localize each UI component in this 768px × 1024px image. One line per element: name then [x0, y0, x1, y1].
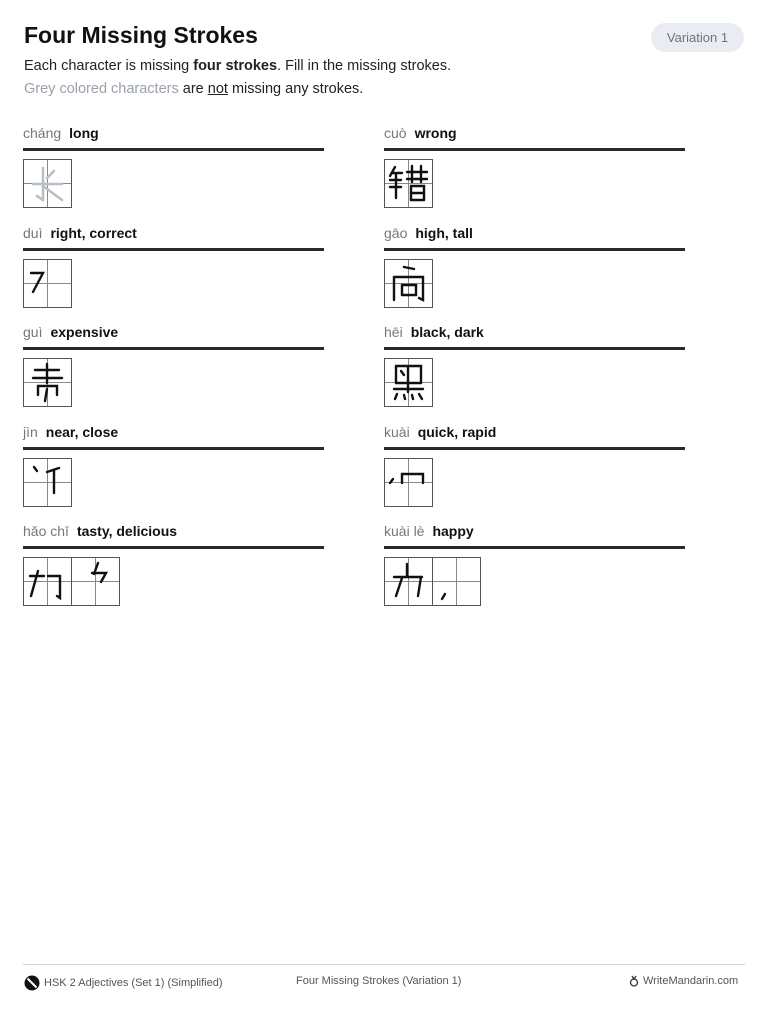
instruction-text: Each character is missing: [24, 58, 194, 74]
pinyin: gāo: [384, 225, 408, 241]
pinyin: duì: [23, 225, 43, 241]
divider: [384, 546, 685, 549]
meaning: high, tall: [415, 225, 473, 241]
pinyin: cháng: [23, 125, 62, 141]
instruction-bold: four strokes: [193, 58, 278, 74]
character-glyph: [433, 558, 480, 605]
meaning: long: [69, 125, 99, 141]
meaning: expensive: [50, 324, 119, 340]
writing-box[interactable]: [384, 159, 433, 208]
instruction-grey-text: Grey colored characters: [24, 81, 179, 97]
pinyin: kuài lè: [384, 523, 425, 539]
character-glyph: [385, 558, 432, 605]
vocab-entry: [384, 522, 685, 606]
pinyin: jìn: [23, 424, 38, 440]
variation-badge: Variation 1: [651, 23, 744, 52]
vocab-entry: [384, 124, 685, 208]
writing-box[interactable]: [23, 358, 72, 407]
meaning: happy: [432, 523, 474, 539]
vocab-entry: [23, 124, 324, 208]
character-glyph: [24, 160, 71, 207]
meaning: wrong: [414, 125, 457, 141]
writing-box[interactable]: [23, 159, 72, 208]
divider: [23, 546, 324, 549]
page-title: Four Missing Strokes: [24, 22, 258, 48]
divider: [384, 447, 685, 450]
writing-box[interactable]: [384, 557, 433, 606]
pinyin: kuài: [384, 424, 410, 440]
writing-box[interactable]: [23, 557, 72, 606]
meaning: black, dark: [410, 324, 484, 340]
footer-left-text: HSK 2 Adjectives (Set 1) (Simplified): [44, 976, 223, 989]
meaning: near, close: [45, 424, 119, 440]
divider: [23, 447, 324, 450]
instruction-text: are: [178, 81, 208, 97]
writing-box[interactable]: [384, 259, 433, 308]
character-glyph: [385, 359, 432, 406]
character-glyph: [24, 260, 71, 307]
footer-divider: [23, 964, 745, 965]
footer-right: [629, 975, 738, 987]
instruction-underlined: not: [207, 81, 228, 97]
writing-box[interactable]: [384, 358, 433, 407]
pinyin: cuò: [384, 125, 407, 141]
footer-center: Four Missing Strokes (Variation 1): [296, 975, 462, 987]
meaning: quick, rapid: [417, 424, 497, 440]
character-glyph: [385, 160, 432, 207]
no-entry-icon: [24, 975, 40, 991]
writing-box[interactable]: [433, 557, 481, 606]
pinyin: hǎo chī: [23, 523, 69, 539]
vocab-entry: [23, 522, 324, 606]
meaning: right, correct: [50, 225, 137, 241]
pinyin: hēi: [384, 324, 403, 340]
character-glyph: [385, 260, 432, 307]
character-glyph: [24, 558, 71, 605]
footer-left: [24, 975, 223, 991]
writing-box[interactable]: [23, 259, 72, 308]
vocab-entry: [384, 423, 685, 507]
writing-box[interactable]: [23, 458, 72, 507]
vocab-entry: [23, 423, 324, 507]
instruction-text: . Fill in the missing strokes.: [277, 58, 452, 74]
divider: [384, 148, 685, 151]
pinyin: guì: [23, 324, 43, 340]
instruction-text: missing any strokes.: [227, 81, 364, 97]
divider: [23, 347, 324, 350]
divider: [23, 148, 324, 151]
vocab-entry: [384, 323, 685, 407]
instruction-line-1: [24, 58, 451, 74]
character-glyph: [24, 359, 71, 406]
vocab-entry: [23, 323, 324, 407]
divider: [23, 248, 324, 251]
character-glyph: [24, 459, 71, 506]
vocab-entry: [23, 224, 324, 308]
divider: [384, 347, 685, 350]
divider: [384, 248, 685, 251]
vocab-entry: [384, 224, 685, 308]
writing-box[interactable]: [72, 557, 120, 606]
meaning: tasty, delicious: [76, 523, 178, 539]
character-glyph: [385, 459, 432, 506]
instruction-line-2: [24, 81, 363, 97]
footer-right-text: WriteMandarin.com: [643, 975, 739, 987]
writing-box[interactable]: [384, 458, 433, 507]
brand-logo-icon: [629, 975, 639, 987]
character-glyph: [72, 558, 119, 605]
